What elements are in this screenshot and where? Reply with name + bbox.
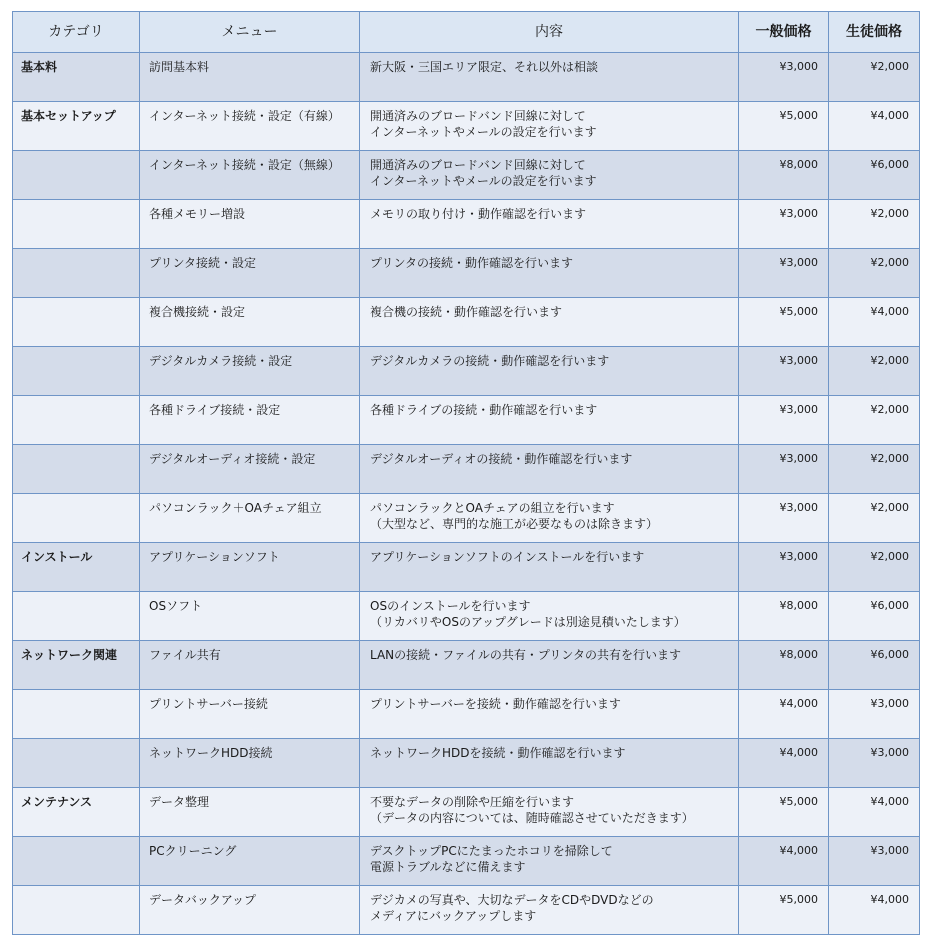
- general-price-cell: ¥4,000: [739, 690, 829, 739]
- header-row: [13, 12, 920, 53]
- category-cell: [13, 837, 140, 886]
- description-line-1: LANの接続・ファイルの共有・プリンタの共有を行います: [370, 648, 681, 662]
- description-cell: [360, 151, 739, 200]
- description-cell: [360, 200, 739, 249]
- student-price-cell: ¥2,000: [829, 494, 920, 543]
- menu-cell: OSソフト: [140, 592, 360, 641]
- category-cell: [13, 249, 140, 298]
- price-table: [12, 11, 920, 935]
- description-line-1: パソコンラックとOAチェアの組立を行います: [370, 501, 615, 515]
- menu-cell: アプリケーションソフト: [140, 543, 360, 592]
- description-line-2: インターネットやメールの設定を行います: [370, 125, 597, 139]
- header-content: 内容: [360, 12, 739, 53]
- description-cell: [360, 837, 739, 886]
- description-line-2: 電源トラブルなどに備えます: [370, 860, 526, 874]
- description-cell: [360, 592, 739, 641]
- menu-cell: デジタルオーディオ接続・設定: [140, 445, 360, 494]
- description-cell: [360, 347, 739, 396]
- description-cell: [360, 690, 739, 739]
- general-price-cell: ¥4,000: [739, 739, 829, 788]
- menu-cell: 訪問基本料: [140, 53, 360, 102]
- description-cell: [360, 543, 739, 592]
- student-price-cell: ¥6,000: [829, 592, 920, 641]
- description-cell: [360, 886, 739, 935]
- menu-cell: プリントサーバー接続: [140, 690, 360, 739]
- general-price-cell: ¥5,000: [739, 788, 829, 837]
- menu-cell: PCクリーニング: [140, 837, 360, 886]
- description-line-1: 複合機の接続・動作確認を行います: [370, 305, 563, 319]
- general-price-cell: ¥3,000: [739, 494, 829, 543]
- general-price-cell: ¥8,000: [739, 592, 829, 641]
- student-price-cell: ¥6,000: [829, 641, 920, 690]
- description-line-1: プリントサーバーを接続・動作確認を行います: [370, 697, 621, 711]
- menu-cell: デジタルカメラ接続・設定: [140, 347, 360, 396]
- description-cell: [360, 102, 739, 151]
- general-price-cell: ¥3,000: [739, 543, 829, 592]
- table-row: [13, 641, 920, 690]
- table-row: [13, 53, 920, 102]
- category-cell: [13, 886, 140, 935]
- general-price-cell: ¥5,000: [739, 102, 829, 151]
- menu-cell: データバックアップ: [140, 886, 360, 935]
- description-cell: [360, 298, 739, 347]
- menu-cell: パソコンラック＋OAチェア組立: [140, 494, 360, 543]
- table-row: [13, 837, 920, 886]
- description-line-1: デジタルオーディオの接続・動作確認を行います: [370, 452, 633, 466]
- category-cell: メンテナンス: [13, 788, 140, 837]
- description-cell: [360, 641, 739, 690]
- student-price-cell: ¥2,000: [829, 347, 920, 396]
- category-cell: [13, 494, 140, 543]
- description-cell: [360, 788, 739, 837]
- student-price-cell: ¥2,000: [829, 543, 920, 592]
- description-line-2: （大型など、専門的な施工が必要なものは除きます）: [370, 517, 659, 531]
- category-cell: 基本料: [13, 53, 140, 102]
- description-line-2: （リカバリやOSのアップグレードは別途見積いたします）: [370, 615, 686, 629]
- table-row: [13, 788, 920, 837]
- description-line-2: インターネットやメールの設定を行います: [370, 174, 597, 188]
- student-price-cell: ¥3,000: [829, 690, 920, 739]
- student-price-cell: ¥4,000: [829, 886, 920, 935]
- description-line-1: プリンタの接続・動作確認を行います: [370, 256, 574, 270]
- description-line-2: メディアにバックアップします: [370, 909, 537, 923]
- description-line-1: 新大阪・三国エリア限定、それ以外は相談: [370, 60, 599, 74]
- student-price-cell: ¥3,000: [829, 739, 920, 788]
- general-price-cell: ¥3,000: [739, 396, 829, 445]
- menu-cell: 各種ドライブ接続・設定: [140, 396, 360, 445]
- description-line-1: メモリの取り付け・動作確認を行います: [370, 207, 587, 221]
- category-cell: [13, 396, 140, 445]
- header-menu: メニュー: [140, 12, 360, 53]
- menu-cell: インターネット接続・設定（有線）: [140, 102, 360, 151]
- table-row: [13, 690, 920, 739]
- category-cell: ネットワーク関連: [13, 641, 140, 690]
- category-cell: [13, 200, 140, 249]
- category-cell: [13, 298, 140, 347]
- table-row: [13, 102, 920, 151]
- category-cell: [13, 690, 140, 739]
- student-price-cell: ¥4,000: [829, 102, 920, 151]
- category-cell: [13, 592, 140, 641]
- description-cell: [360, 396, 739, 445]
- menu-cell: 各種メモリー増設: [140, 200, 360, 249]
- general-price-cell: ¥5,000: [739, 298, 829, 347]
- student-price-cell: ¥2,000: [829, 249, 920, 298]
- student-price-cell: ¥2,000: [829, 53, 920, 102]
- description-line-1: デジカメの写真や、大切なデータをCDやDVDなどの: [370, 893, 654, 907]
- student-price-cell: ¥3,000: [829, 837, 920, 886]
- student-price-cell: ¥4,000: [829, 298, 920, 347]
- description-cell: [360, 445, 739, 494]
- table-row: [13, 151, 920, 200]
- table-row: [13, 445, 920, 494]
- description-line-1: デスクトップPCにたまったホコリを掃除して: [370, 844, 613, 858]
- table-row: [13, 886, 920, 935]
- description-line-1: 開通済みのブロードバンド回線に対して: [370, 158, 586, 172]
- category-cell: [13, 347, 140, 396]
- table-row: [13, 739, 920, 788]
- category-cell: 基本セットアップ: [13, 102, 140, 151]
- category-cell: [13, 151, 140, 200]
- description-line-1: ネットワークHDDを接続・動作確認を行います: [370, 746, 626, 760]
- general-price-cell: ¥3,000: [739, 53, 829, 102]
- menu-cell: 複合機接続・設定: [140, 298, 360, 347]
- student-price-cell: ¥6,000: [829, 151, 920, 200]
- category-cell: [13, 739, 140, 788]
- general-price-cell: ¥3,000: [739, 347, 829, 396]
- category-cell: インストール: [13, 543, 140, 592]
- description-line-1: 各種ドライブの接続・動作確認を行います: [370, 403, 598, 417]
- table-body: [13, 53, 920, 935]
- general-price-cell: ¥3,000: [739, 200, 829, 249]
- general-price-cell: ¥8,000: [739, 151, 829, 200]
- header-general-price: 一般価格: [739, 12, 829, 53]
- menu-cell: ファイル共有: [140, 641, 360, 690]
- general-price-cell: ¥3,000: [739, 249, 829, 298]
- description-cell: [360, 53, 739, 102]
- student-price-cell: ¥2,000: [829, 396, 920, 445]
- description-line-1: OSのインストールを行います: [370, 599, 531, 613]
- student-price-cell: ¥2,000: [829, 445, 920, 494]
- table-row: [13, 200, 920, 249]
- header-category: カテゴリ: [13, 12, 140, 53]
- table-row: [13, 396, 920, 445]
- table-row: [13, 298, 920, 347]
- category-cell: [13, 445, 140, 494]
- description-line-1: デジタルカメラの接続・動作確認を行います: [370, 354, 610, 368]
- table-row: [13, 249, 920, 298]
- description-line-1: アプリケーションソフトのインストールを行います: [370, 550, 645, 564]
- general-price-cell: ¥5,000: [739, 886, 829, 935]
- description-line-1: 不要なデータの削除や圧縮を行います: [370, 795, 575, 809]
- description-cell: [360, 494, 739, 543]
- table-row: [13, 543, 920, 592]
- general-price-cell: ¥4,000: [739, 837, 829, 886]
- description-line-1: 開通済みのブロードバンド回線に対して: [370, 109, 586, 123]
- menu-cell: データ整理: [140, 788, 360, 837]
- student-price-cell: ¥4,000: [829, 788, 920, 837]
- table-row: [13, 347, 920, 396]
- menu-cell: ネットワークHDD接続: [140, 739, 360, 788]
- student-price-cell: ¥2,000: [829, 200, 920, 249]
- description-cell: [360, 249, 739, 298]
- menu-cell: プリンタ接続・設定: [140, 249, 360, 298]
- description-line-2: （データの内容については、随時確認させていただきます）: [370, 811, 694, 825]
- menu-cell: インターネット接続・設定（無線）: [140, 151, 360, 200]
- general-price-cell: ¥8,000: [739, 641, 829, 690]
- table-row: [13, 592, 920, 641]
- header-student-price: 生徒価格: [829, 12, 920, 53]
- description-cell: [360, 739, 739, 788]
- general-price-cell: ¥3,000: [739, 445, 829, 494]
- table-row: [13, 494, 920, 543]
